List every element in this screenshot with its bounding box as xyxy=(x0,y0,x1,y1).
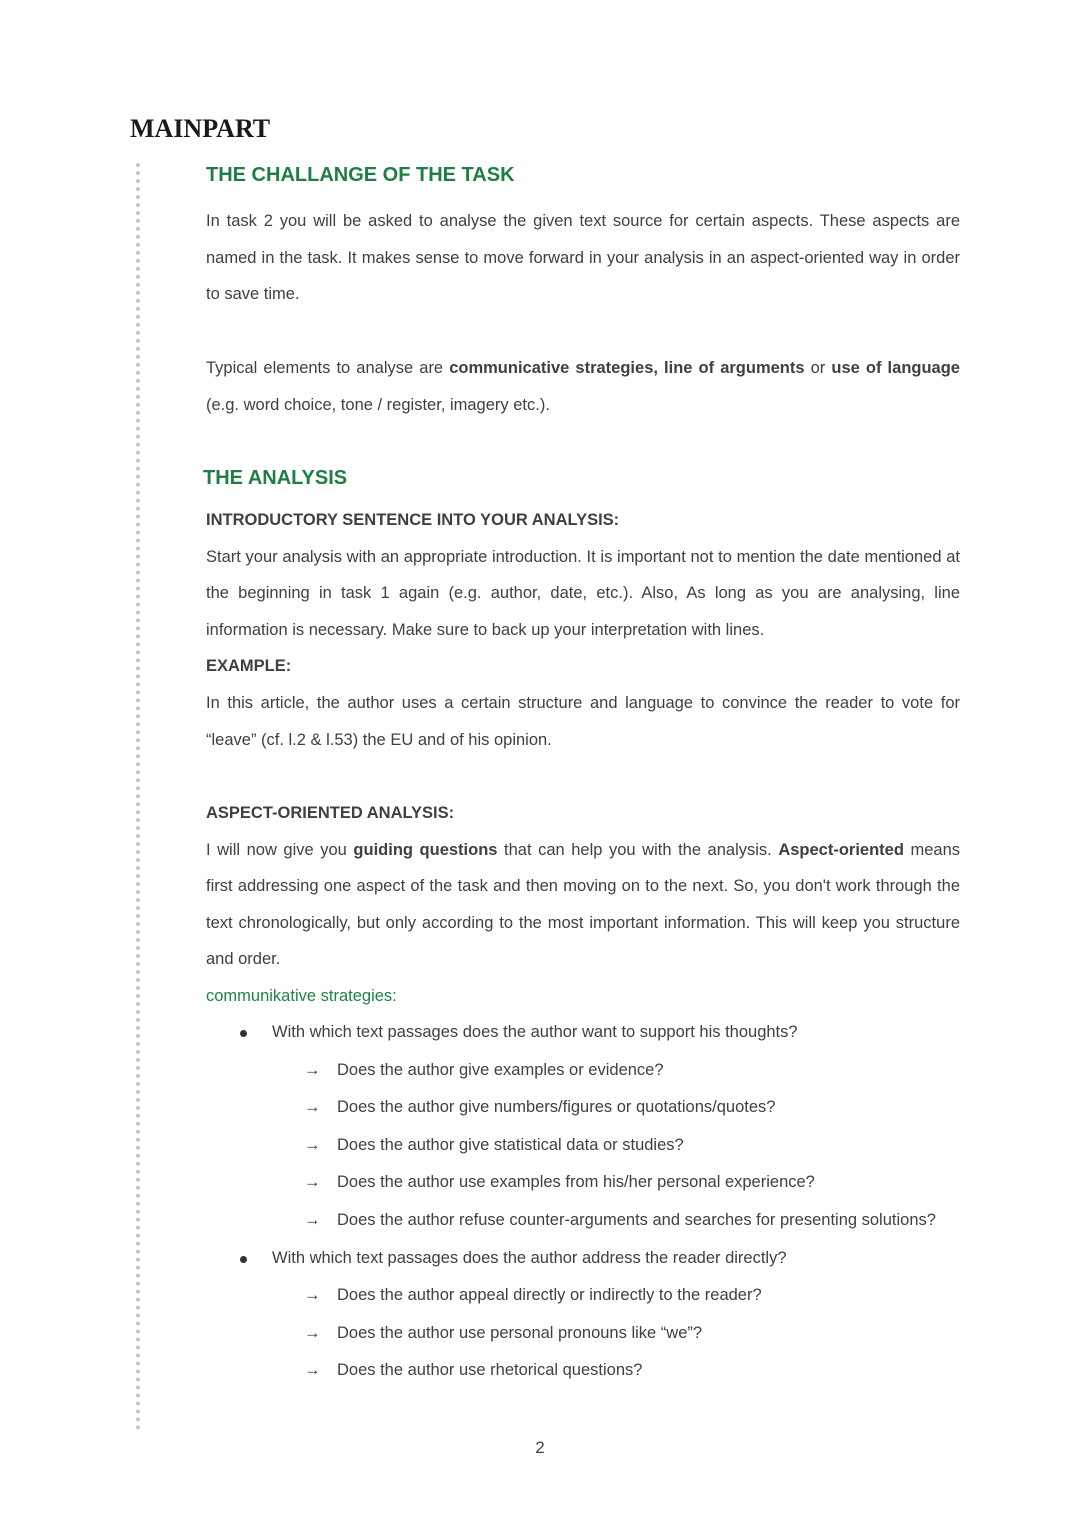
page-title: MAINPART xyxy=(130,114,271,143)
bullet-item: With which text passages does the author address the reader directly? xyxy=(206,1240,960,1278)
category-label: communikative strategies: xyxy=(206,986,397,1005)
bold-text: Aspect-oriented xyxy=(778,840,904,859)
arrow-item xyxy=(206,1277,960,1315)
bold-text: use of language xyxy=(831,359,960,377)
typical-elements-paragraph xyxy=(206,350,960,423)
paragraph-text: In task 2 you will be asked to analyse the given text source for certain aspects. These aspects are named in the task. It makes sense to move forward in your analysis in an aspect-oriented way in order to save time. xyxy=(206,212,960,304)
section-heading-challenge: THE CHALLANGE OF THE TASK xyxy=(206,164,515,186)
challenge-paragraph xyxy=(206,203,960,313)
arrow-item xyxy=(206,1089,960,1127)
text: that can help you with the analysis. xyxy=(497,840,779,859)
subheading-intro: INTRODUCTORY SENTENCE INTO YOUR ANALYSIS: xyxy=(206,511,620,529)
arrow-icon: → xyxy=(304,1361,321,1380)
arrow-icon: → xyxy=(304,1286,321,1305)
arrow-icon: → xyxy=(304,1323,321,1342)
question-text: Does the author use rhetorical questions? xyxy=(337,1361,643,1380)
bullet-item: With which text passages does the author want to support his thoughts? xyxy=(206,1014,960,1052)
arrow-item xyxy=(206,1127,960,1165)
question-text: Does the author give examples or evidence? xyxy=(337,1060,664,1079)
bold-text: communicative strategies, line of arguments xyxy=(449,359,805,377)
arrow-item xyxy=(206,1202,960,1240)
subheading-example: EXAMPLE: xyxy=(206,657,292,676)
arrow-icon: → xyxy=(304,1173,321,1192)
text: or xyxy=(804,359,832,377)
question-text: Does the author appeal directly or indirectly to the reader? xyxy=(337,1286,762,1305)
arrow-icon: → xyxy=(304,1060,321,1079)
text: I will now give you xyxy=(206,840,354,859)
text: Typical elements to analyse are xyxy=(206,359,450,377)
guiding-questions-list xyxy=(206,1014,960,1390)
bold-text: guiding questions xyxy=(353,840,498,859)
arrow-item xyxy=(206,1352,960,1390)
aspect-block xyxy=(206,795,960,1015)
question-text: Does the author use personal pronouns like “we”? xyxy=(337,1323,703,1342)
arrow-icon: → xyxy=(304,1098,321,1117)
text: (e.g. word choice, tone / register, imagery etc.). xyxy=(206,395,550,414)
question-text: Does the author refuse counter-arguments and searches for presenting solutions? xyxy=(337,1210,936,1229)
question-text: Does the author give numbers/figures or quotations/quotes? xyxy=(337,1098,776,1117)
example-text: In this article, the author uses a certain structure and language to convince the reader to vote for “leave” (cf. l.2 & l.53) the EU and of his opinion. xyxy=(206,693,960,749)
dotted-margin-line xyxy=(136,163,140,1431)
arrow-icon: → xyxy=(304,1135,321,1154)
arrow-item xyxy=(206,1164,960,1202)
subheading-aspect: ASPECT-ORIENTED ANALYSIS: xyxy=(206,804,455,822)
intro-text: Start your analysis with an appropriate introduction. It is important not to mention the date mentioned at the beginning in task 1 again (e.g. author, date, etc.). Also, As long as you are analysing, line information is necessary. Make sure to back up your interpretation with lines. xyxy=(206,547,960,639)
arrow-item xyxy=(206,1315,960,1353)
question-text: Does the author use examples from his/her personal experience? xyxy=(337,1173,815,1192)
text: means first addressing one aspect of the task and then moving on to the next. So, you don't work through the text chronologically, but only according to the most important information. This will keep you structure and order. xyxy=(206,840,961,969)
arrow-item xyxy=(206,1052,960,1090)
intro-block xyxy=(206,502,960,758)
page-number: 2 xyxy=(535,1438,545,1457)
question-text: Does the author give statistical data or studies? xyxy=(337,1135,684,1154)
section-heading-analysis: THE ANALYSIS xyxy=(203,467,348,489)
arrow-icon: → xyxy=(304,1210,321,1229)
